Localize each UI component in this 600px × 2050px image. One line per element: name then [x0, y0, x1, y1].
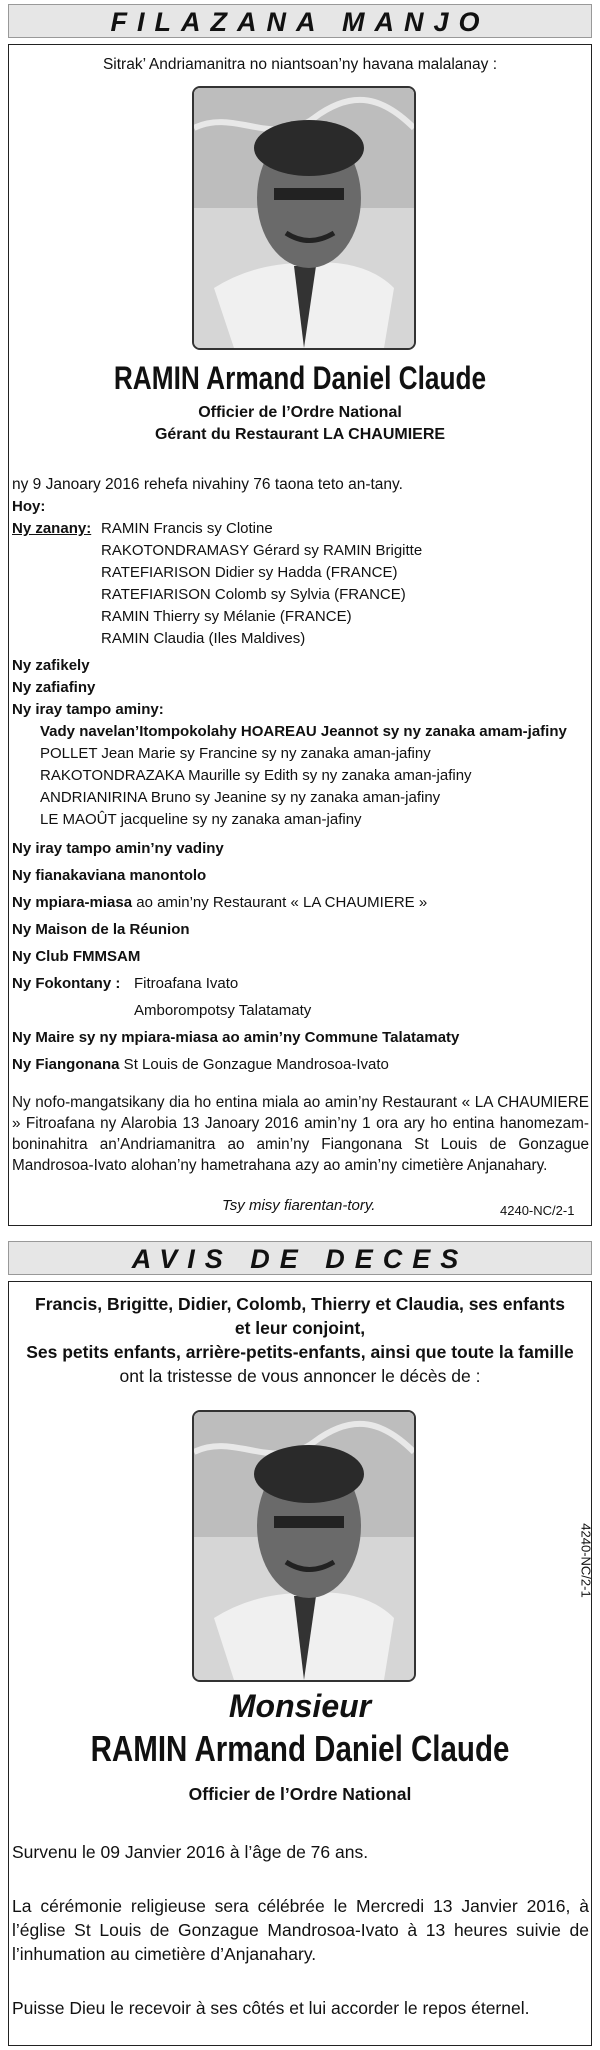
reference-vertical: 4240-NC/2-1	[578, 1523, 594, 1598]
banner-filazana-manjo: FILAZANA MANJO	[8, 4, 592, 38]
club-label: Ny Club FMMSAM	[12, 948, 141, 965]
title-officier-2: Officier de l’Ordre National	[188, 1784, 412, 1804]
fiangonana-label: Ny Fiangonana	[12, 1056, 120, 1073]
iray-tampo-item: LE MAOÛT jacqueline sy ny zanaka aman-jafiny	[40, 811, 362, 828]
maison-reunion-label: Ny Maison de la Réunion	[12, 921, 190, 938]
zanany-item: RAMIN Thierry sy Mélanie (FRANCE)	[101, 608, 352, 625]
monsieur-label: Monsieur	[228, 1688, 372, 1724]
fokontany-item: Fitroafana Ivato	[134, 975, 239, 992]
death-date-line: ny 9 Janoary 2016 rehefa nivahiny 76 taona teto an-tany.	[12, 476, 403, 493]
maire-label: Ny Maire sy ny mpiara-miasa ao amin’ny Commune Talatamaty	[12, 1029, 460, 1046]
family-line-4: ont la tristesse de vous annoncer le décès de :	[119, 1366, 481, 1386]
iray-tampo-item: Vady navelan’Itompokolahy HOAREAU Jeannot sy ny zanaka amam-jafiny	[40, 723, 567, 740]
mpiara-miasa-text: ao amin’ny Restaurant « LA CHAUMIERE »	[132, 894, 428, 911]
ceremony-paragraph: La cérémonie religieuse sera célébrée le Mercredi 13 Janvier 2016, à l’église St Louis de Gonzague Mandrosoa-Ivato à 13 heures suivie de l’inhumation au cimetière d’Anjanahary.	[12, 1896, 589, 1964]
deceased-name-1: RAMIN Armand Daniel Claude	[113, 360, 487, 396]
zanany-item: RAMIN Claudia (Iles Maldives)	[101, 630, 306, 647]
iray-tampo-label: Ny iray tampo aminy:	[12, 701, 164, 718]
zafiafiny-label: Ny zafiafiny	[12, 679, 96, 696]
title-gerant: Gérant du Restaurant LA CHAUMIERE	[154, 426, 446, 443]
iray-tampo-item: ANDRIANIRINA Bruno sy Jeanine sy ny zanaka aman-jafiny	[40, 789, 441, 806]
zanany-item: RATEFIARISON Didier sy Hadda (FRANCE)	[101, 564, 398, 581]
iray-tampo-item: RAKOTONDRAZAKA Maurille sy Edith sy ny zanaka aman-jafiny	[40, 767, 472, 784]
fiangonana-text: St Louis de Gonzague Mandrosoa-Ivato	[119, 1056, 389, 1073]
intro-line: Sitrak’ Andriamanitra no niantsoan’ny havana malalanay :	[102, 56, 498, 73]
deceased-name-2: RAMIN Armand Daniel Claude	[90, 1728, 510, 1769]
title-officier-1: Officier de l’Ordre National	[198, 404, 402, 421]
family-line-3: Ses petits enfants, arrière-petits-enfants, ainsi que toute la famille	[26, 1342, 574, 1362]
iray-tampo-item: POLLET Jean Marie sy Francine sy ny zanaka aman-jafiny	[40, 745, 431, 762]
mpiara-miasa-label: Ny mpiara-miasa	[12, 894, 133, 911]
family-line-1: Francis, Brigitte, Didier, Colomb, Thierry et Claudia, ses enfants	[35, 1294, 565, 1314]
zanany-item: RAKOTONDRAMASY Gérard sy RAMIN Brigitte	[101, 542, 423, 559]
banner-avis-de-deces: AVIS DE DECES	[8, 1241, 592, 1275]
portrait-photo-1	[192, 86, 416, 350]
family-line-2: et leur conjoint,	[234, 1318, 366, 1338]
zanany-item: RATEFIARISON Colomb sy Sylvia (FRANCE)	[101, 586, 406, 603]
funeral-paragraph: Ny nofo-mangatsikany dia ho entina miala ao amin’ny Restaurant « LA CHAUMIERE » Fitroafana ny Alarobia 13 Janoary 2016 amin’ny 1 ora ary ho entina hanomezam-boninahitra an’Andriamanitra ao amin’ny Fiangonana St Louis de Gonzague Mandrosoa-Ivato alohan’ny hametrahana azy ao amin’ny cimetière Anjanahary.	[12, 1094, 589, 1174]
portrait-photo-2	[192, 1410, 416, 1682]
reference-1: 4240-NC/2-1	[500, 1203, 575, 1218]
fianakaviana-label: Ny fianakaviana manontolo	[12, 867, 207, 884]
zafikely-label: Ny zafikely	[12, 657, 90, 674]
fiangonana-line	[12, 1055, 389, 1075]
zanany-label: Ny zanany:	[12, 520, 92, 537]
hoy-label: Hoy:	[12, 498, 46, 515]
reference-vertical-wrapper	[576, 1518, 596, 1608]
fokontany-item: Amborompotsy Talatamaty	[134, 1002, 312, 1019]
fokontany-label: Ny Fokontany :	[12, 975, 121, 992]
zanany-item: RAMIN Francis sy Clotine	[101, 520, 273, 537]
closing-line-2: Puisse Dieu le recevoir à ses côtés et lui accorder le repos éternel.	[12, 1998, 530, 2018]
mpiara-miasa-line	[12, 893, 427, 913]
survenu-line: Survenu le 09 Janvier 2016 à l’âge de 76 ans.	[12, 1842, 369, 1862]
closing-line-1: Tsy misy fiarentan-tory.	[222, 1197, 376, 1214]
vadiny-label: Ny iray tampo amin’ny vadiny	[12, 840, 224, 857]
